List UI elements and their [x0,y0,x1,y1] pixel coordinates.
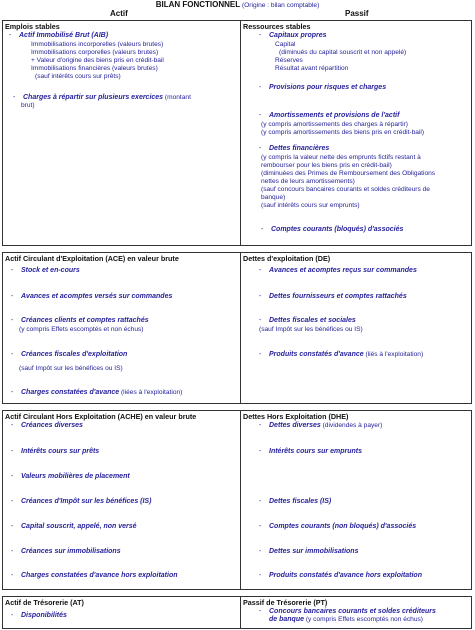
title-origin: (Origine : bilan comptable) [240,2,320,9]
dhe-item-label: Dettes diverses [269,422,321,429]
aib-label: Actif Immobilisé Brut (AIB) [19,32,109,39]
de-item-label: Produits constatés d'avance [269,351,364,358]
dettes-fin-note: (sauf concours bancaires courants et soldes créditeurs de [261,186,430,193]
ace-item-label: Stock et en-cours [21,267,80,274]
ace-item-label: Créances fiscales d'exploitation [21,351,128,358]
dhe-column [241,411,471,589]
aib-item: (sauf intérêts cours sur prêts) [35,73,121,80]
ace-item: - Créances fiscales d'exploitation [11,351,128,358]
de-column [241,253,471,403]
capitaux-propres-label: Capitaux propres [269,32,327,39]
ace-item: - Stock et en-cours [11,267,80,274]
de-item: - Dettes fournisseurs et comptes rattachés [259,293,407,300]
ace-note: (y compris Effets escomptés et non échus) [19,326,144,333]
ace-item: - Avances et acomptes versés sur commandes [11,293,173,300]
de-item-note: (liés à l'exploitation) [363,351,424,358]
ressources-stables-heading: Ressources stables [243,22,311,31]
charges-a-repartir: - Charges à répartir sur plusieurs exercices (montant [13,94,191,101]
dhe-item-label: Produits constatés d'avance hors exploitation [269,572,422,579]
de-item-label: Dettes fournisseurs et comptes rattachés [269,293,407,300]
aib-item: Immobilisations corporelles (valeurs brutes) [31,49,159,56]
dhe-item: - Intérêts cours sur emprunts [259,448,362,455]
ache-item: - Intérêts cours sur prêts [11,448,100,455]
ache-item-label: Intérêts cours sur prêts [21,448,100,455]
capitaux-propres-heading: - Capitaux propres [259,32,327,39]
charges-repartir-note: (montant [163,94,191,101]
pt-heading: Passif de Trésorerie (PT) [243,598,328,607]
ace-note: (sauf Impôt sur les bénéfices ou IS) [19,365,123,372]
at-item: - Disponibilités [11,612,67,619]
cap-item: (diminués du capital souscrit et non appelé) [279,49,407,56]
ace-item-note: (liées à l'exploitation) [119,389,183,396]
aib-item: + Valeur d'origine des biens pris en crédit-bail [31,57,164,64]
ache-item-label: Créances sur immobilisations [21,548,121,555]
ache-item: - Capital souscrit, appelé, non versé [11,523,137,530]
ache-item: - Valeurs mobilières de placement [11,473,130,480]
ace-item: - Créances clients et comptes rattachés [11,317,149,324]
pt-item-label-cont: de banque [269,616,305,623]
dhe-item: - Dettes sur immobilisations [259,548,359,555]
ache-item: - Créances sur immobilisations [11,548,121,555]
provisions: - Provisions pour risques et charges [259,84,387,91]
dhe-heading: Dettes Hors Exploitation (DHE) [243,412,349,421]
dhe-item-label: Comptes courants (non bloqués) d'associés [269,523,417,530]
dettes-financieres: - Dettes financières [259,145,330,152]
dhe-item: - Produits constatés d'avance hors exploitation [259,572,422,579]
de-item: - Avances et acomptes reçus sur commandes [259,267,417,274]
comptes-courants-bloques: - Comptes courants (bloqués) d'associés [261,226,404,233]
amortissements-label: Amortissements et provisions de l'actif [269,112,400,119]
pt-item-note: (y compris Effets escomptés non échus) [304,616,423,623]
provisions-label: Provisions pour risques et charges [269,84,387,91]
dettes-financieres-label: Dettes financières [269,145,330,152]
title-main: BILAN FONCTIONNEL [155,0,241,9]
ace-column [3,253,239,403]
charges-repartir-note-cont: brut) [21,102,35,109]
ressources-stables-column [241,21,471,245]
dhe-item-label: Dettes fiscales (IS) [269,498,332,505]
dettes-fin-note: (diminuées des Primes de Remboursement des Obligations [261,170,436,177]
amortissements: - Amortissements et provisions de l'actif [259,112,400,119]
section-tresorerie [2,596,472,629]
ache-item-label: Valeurs mobilières de placement [21,473,130,480]
de-heading: Dettes d'exploitation (DE) [243,254,331,263]
cap-item: Résultat avant répartition [275,65,349,72]
ace-heading: Actif Circulant d'Exploitation (ACE) en valeur brute [5,254,179,263]
dhe-item-label: Intérêts cours sur emprunts [269,448,362,455]
de-item: - Produits constatés d'avance (liés à l'exploitation) [259,351,424,358]
ache-item: - Créances diverses [11,422,83,429]
de-note: (sauf Impôt sur les bénéfices ou IS) [259,326,363,333]
dhe-item: - Dettes fiscales (IS) [259,498,332,505]
at-column [3,597,239,628]
section-hors-exploitation [2,410,472,590]
amort-note: (y compris amortissements des biens pris en crédit-bail) [261,129,425,136]
dhe-item-note: (dividendes à payer) [320,422,383,429]
pt-item: - Concours bancaires courants et soldes créditeurs [259,608,436,615]
pt-column [241,597,471,628]
dhe-item: - Dettes diverses (dividendes à payer) [259,422,383,429]
column-header-actif: Actif [110,9,128,18]
aib-item: Immobilisations incorporelles (valeurs brutes) [31,41,164,48]
ace-item: - Charges constatées d'avance (liées à l'exploitation) [11,389,183,396]
de-item-label: Avances et acomptes reçus sur commandes [269,267,417,274]
cap-item: Réserves [275,57,303,64]
at-item-label: Disponibilités [21,612,67,619]
ache-item-label: Créances d'Impôt sur les bénéfices (IS) [21,498,152,505]
emplois-stables-column [3,21,239,245]
charges-repartir-label: Charges à répartir sur plusieurs exercices [23,94,164,101]
column-header-passif: Passif [345,9,369,18]
aib-heading: - Actif Immobilisé Brut (AIB) [9,32,109,39]
pt-item-label: Concours bancaires courants et soldes créditeurs [269,608,436,615]
ache-item-label: Capital souscrit, appelé, non versé [21,523,137,530]
ace-item-label: Avances et acomptes versés sur commandes [21,293,173,300]
dhe-item: - Comptes courants (non bloqués) d'associés [259,523,417,530]
dettes-fin-note: nettes de leurs amortissements) [261,178,355,185]
de-item: - Dettes fiscales et sociales [259,317,356,324]
dettes-fin-note: (y compris la valeur nette des emprunts fictifs restant à [261,154,421,161]
section-exploitation [2,252,472,404]
ache-heading: Actif Circulant Hors Exploitation (ACHE) en valeur brute [5,412,197,421]
cap-item: Capital [275,41,296,48]
amort-note: (y compris amortissements des charges à répartir) [261,121,408,128]
pt-item-cont [269,616,423,624]
ache-column [3,411,239,589]
section-stables [2,20,472,246]
ache-item-label: Créances diverses [21,422,83,429]
ache-item: - Charges constatées d'avance hors exploitation [11,572,178,579]
comptes-courants-label: Comptes courants (bloqués) d'associés [271,226,404,233]
ache-item-label: Charges constatées d'avance hors exploitation [21,572,178,579]
emplois-stables-heading: Emplois stables [5,22,60,31]
aib-item: Immobilisations financières (valeurs brutes) [31,65,158,72]
document-title [0,0,475,10]
dettes-fin-note: (sauf intérêts cours sur emprunts) [261,202,360,209]
dettes-fin-note: banque) [261,194,286,201]
ace-item-label: Créances clients et comptes rattachés [21,317,149,324]
at-heading: Actif de Trésorerie (AT) [5,598,84,607]
dhe-item-label: Dettes sur immobilisations [269,548,359,555]
ace-item-label: Charges constatées d'avance [21,389,120,396]
de-item-label: Dettes fiscales et sociales [269,317,356,324]
dettes-fin-note: rembourser pour les biens pris en crédit-bail) [261,162,392,169]
ache-item: - Créances d'Impôt sur les bénéfices (IS) [11,498,152,505]
